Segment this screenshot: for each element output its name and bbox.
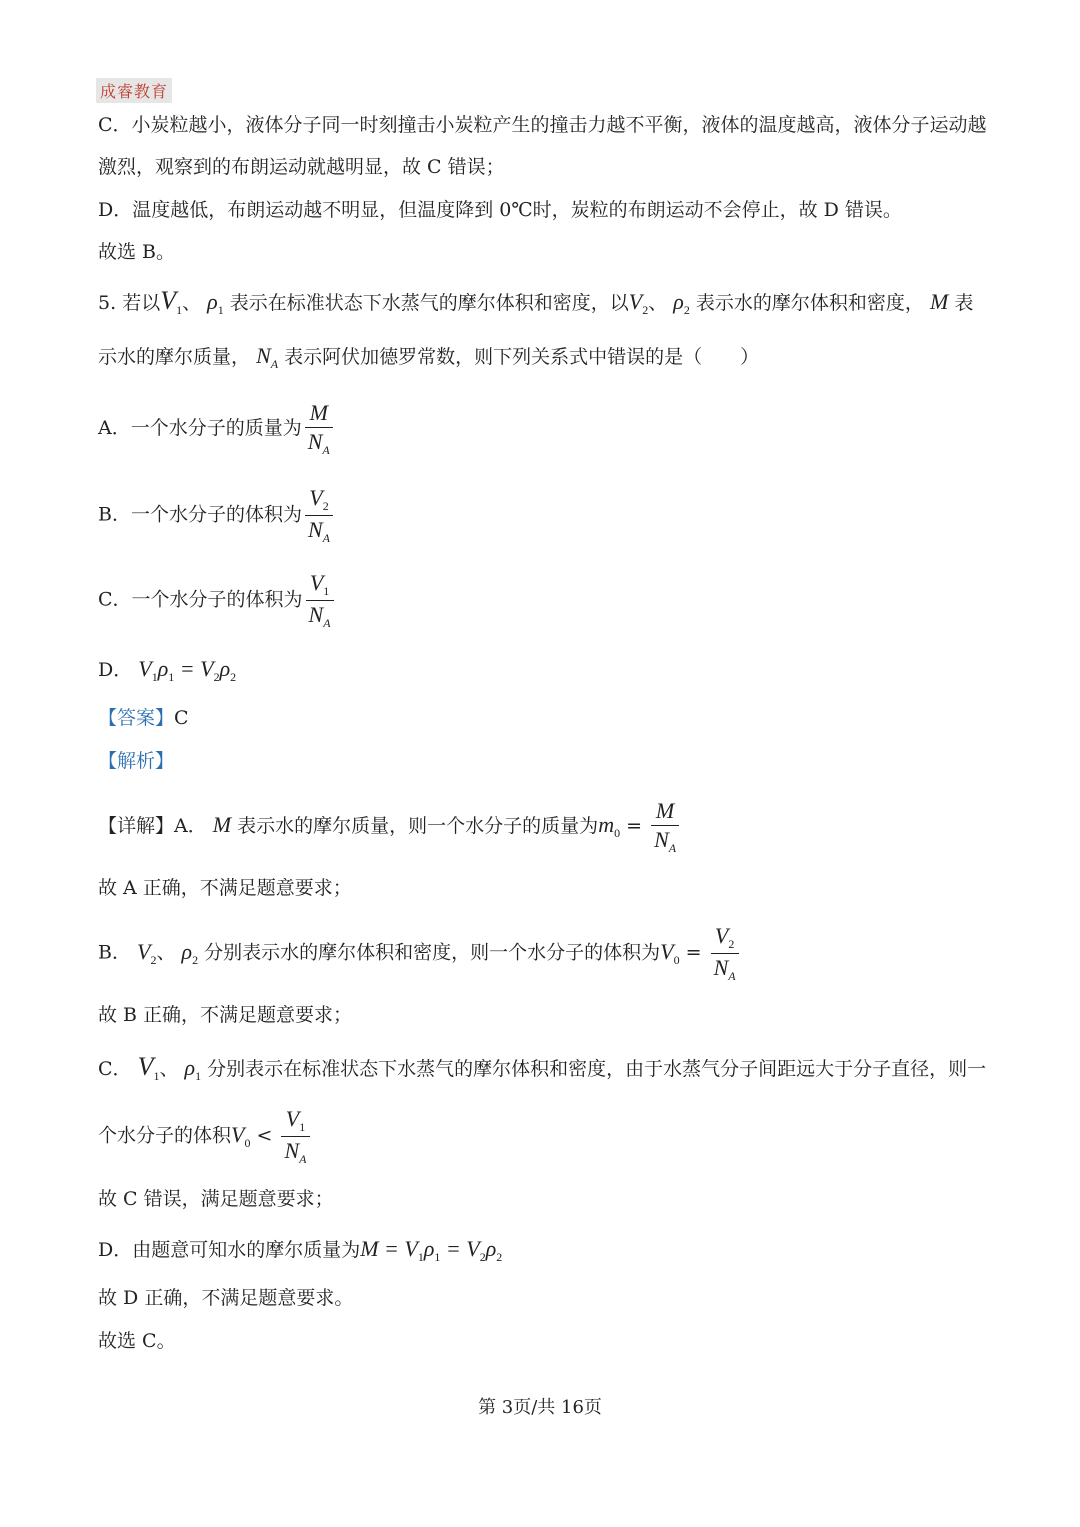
question-text-1b: 表示在标准状态下水蒸气的摩尔体积和密度，以 [229,292,629,314]
option-d: D． $V_1\rho_1 = V_2\rho_2$ [98,656,237,684]
question-number: 5. [98,292,117,314]
answer-value: C [174,707,189,729]
prev-d-line: D．温度越低，布朗运动越不明显，但温度降到 0℃时，炭粒的布朗运动不会停止，故 D 错误。 [98,199,902,221]
detail-choose: 故选 C。 [98,1330,176,1352]
detail-b: B． $V_2$、 $\rho_2$ 分别表示水的摩尔体积和密度，则一个水分子的体积为$V_0$ = $\frac{V_2}{N_A}$ [98,925,742,982]
math-m: M [929,289,949,314]
math-na: $N_A$ [256,343,279,371]
math-rho2: $\rho_2$ [673,289,690,317]
detail-c: C． $V_1$、 $\rho_1$ 分别表示在标准状态下水蒸气的摩尔体积和密度，由于水蒸气分子间距远大于分子直径，则一 [98,1052,987,1083]
math-v2: $V_2$ [628,289,649,317]
detail-a: 【详解】A． M 表示水的摩尔质量，则一个水分子的质量为$m_0$ = $\frac{M}{N_A}$ [98,800,682,854]
fraction-v2-over-na: $\frac{V_2}{N_A}$ [305,487,333,544]
answer-label: 【答案】 [98,707,175,729]
answer-line [98,709,189,728]
question-text-1c: 表示水的摩尔体积和密度， [695,292,924,314]
option-b: B．一个水分子的体积为 $\frac{V_2}{N_A}$ [98,487,336,544]
detail-d: D．由题意可知水的摩尔质量为$M = V_1\rho_1 = V_2\rho_2$ [98,1236,503,1264]
prev-c-line1: C．小炭粒越小，液体分子同一时刻撞击小炭粒产生的撞击力越不平衡，液体的温度越高，液体分子运动越 [98,114,987,136]
prev-choose: 故选 B。 [98,241,176,263]
detail-label: 【详解】 [98,815,175,837]
question-text-2b: 表示阿伏加德罗常数，则下列关系式中错误的是（ ） [284,346,760,368]
fraction-v2-over-na-detail: $\frac{V_2}{N_A}$ [711,925,739,982]
option-c: C．一个水分子的体积为 $\frac{V_1}{N_A}$ [98,572,337,629]
question-text-1d: 表 [954,292,974,314]
detail-a-conclusion: 故 A 正确，不满足题意要求； [98,877,352,899]
question-line-2 [98,345,759,370]
fraction-v1-over-na: $\frac{V_1}{N_A}$ [306,572,334,629]
fraction-v1-over-na-detail: $\frac{V_1}{N_A}$ [281,1108,309,1165]
detail-b-conclusion: 故 B 正确，不满足题意要求； [98,1004,353,1026]
detail-c-line2: 个水分子的体积$V_0$ < $\frac{V_1}{N_A}$ [98,1108,313,1165]
fraction-m-over-na: $\frac{M}{N_A}$ [305,402,333,456]
math-rho1: $\rho_1$ [207,289,224,317]
detail-c-conclusion: 故 C 错误，满足题意要求； [98,1188,334,1210]
fraction-m-over-na-detail: $\frac{M}{N_A}$ [651,800,679,854]
page-footer: 第 3页/共 16页 [478,1397,602,1418]
question-line-1: 5. 若以$V_1$、 $\rho_1$ 表示在标准状态下水蒸气的摩尔体积和密度，以$V_2$、 $\rho_2$ 表示水的摩尔体积和密度， M 表 [98,286,974,317]
question-text-1a: 若以 [122,292,161,314]
math-v1: $V_1$ [160,286,183,317]
option-a: A．一个水分子的质量为 $\frac{M}{N_A}$ [98,402,336,456]
watermark-label: 成睿教育 [96,78,172,103]
equation-detail-d: $M = V_1\rho_1 = V_2\rho_2$ [360,1236,503,1264]
question-text-2a: 示水的摩尔质量， [98,346,251,368]
analysis-label: 【解析】 [98,750,175,772]
prev-c-line2: 激烈，观察到的布朗运动就越明显，故 C 错误； [98,156,505,178]
equation-d: $V_1\rho_1 = V_2\rho_2$ [138,656,237,684]
detail-d-conclusion: 故 D 正确，不满足题意要求。 [98,1287,354,1309]
